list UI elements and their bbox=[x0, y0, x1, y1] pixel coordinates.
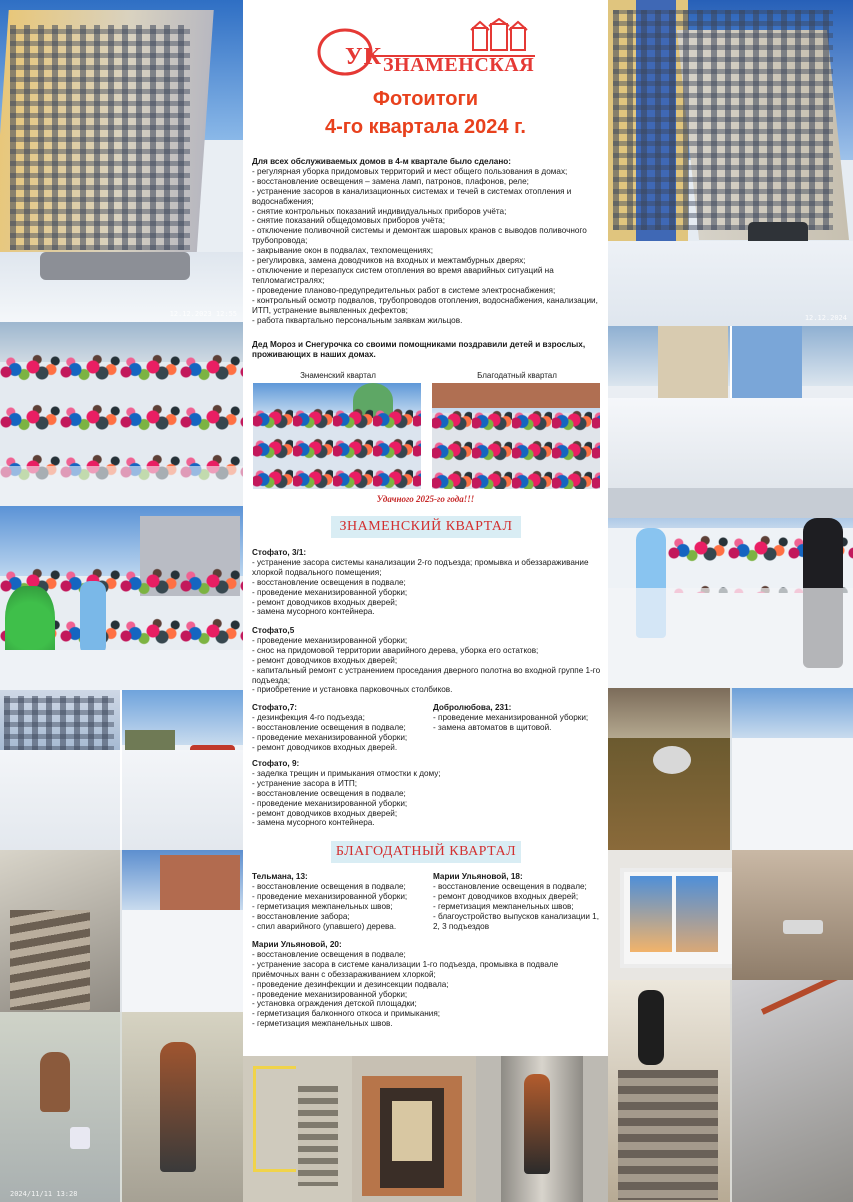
block-dobrolyubova-231 bbox=[433, 703, 605, 733]
block-ulyanovoy-18 bbox=[433, 872, 605, 931]
section-banner-znamensky: ЗНАМЕНСКИЙ КВАРТАЛ bbox=[331, 516, 521, 538]
list-item: - регулировка, замена доводчиков на входных и межтамбурных дверях; bbox=[252, 256, 602, 266]
list-item: - восстановление освещения в подвале; bbox=[252, 578, 602, 588]
list-item: - отключение поливочной системы и демонтаж шаровых кранов с выводов поливочного трубопровода; bbox=[252, 226, 602, 246]
page-title-line2: 4-го квартала 2024 г. bbox=[325, 116, 526, 138]
list-item: - замена мусорного контейнера. bbox=[252, 607, 602, 617]
photo-kids-circle bbox=[608, 488, 853, 688]
photo-group-znamensky bbox=[253, 383, 421, 489]
list-item: - восстановление освещения – замена ламп, патронов, плафонов, реле; bbox=[252, 177, 602, 187]
photo-timestamp: 2024/11/11 13:28 bbox=[10, 1190, 78, 1198]
caption-znamensky: Знаменский квартал bbox=[300, 371, 376, 380]
list-item: - капитальный ремонт с устранением проседания дверного полотна во входной группе 1-го подъезда; bbox=[252, 666, 602, 686]
list-item: - установка ограждения детской площадки; bbox=[252, 999, 602, 1009]
photo-building-yellow bbox=[0, 0, 243, 322]
photo-kids-snow-games bbox=[0, 322, 243, 506]
list-item: - восстановление освещения в подвале; bbox=[252, 950, 602, 960]
address-heading: Добролюбова, 231: bbox=[433, 703, 512, 712]
ded-moroz-text: Дед Мороз и Снегурочка со своими помощниками поздравили детей и взрослых, проживающих в наших домах. bbox=[252, 340, 586, 359]
address-heading: Тельмана, 13: bbox=[252, 872, 308, 881]
address-heading: Стофато,5 bbox=[252, 626, 295, 635]
list-item: - проведение дезинфекции и дезинсекции подвала; bbox=[252, 980, 602, 990]
list-item: - герметизация межпанельных швов; bbox=[433, 902, 605, 912]
block-stofato-7 bbox=[252, 703, 432, 753]
list-item: - восстановление освещения в подвале; bbox=[252, 882, 432, 892]
photo-ramp-lift bbox=[243, 1056, 352, 1202]
logo-uk-text: УК bbox=[345, 44, 383, 70]
address-heading: Стофато, 3/1: bbox=[252, 548, 307, 557]
photo-flowerbed bbox=[608, 688, 853, 850]
logo-company-name: ЗНАМЕНСКАЯ bbox=[383, 54, 535, 76]
list-item: - заделка трещин и примыкания отмостки к дому; bbox=[252, 769, 602, 779]
list-item: - контрольный осмотр подвалов, трубопроводов отопления, водоснабжения, канализации, ИТП, устранение выявленных дефектов; bbox=[252, 296, 602, 316]
list-item: - проведение механизированной уборки; bbox=[252, 636, 602, 646]
list-item: - герметизация балконного откоса и примыкания; bbox=[252, 1009, 602, 1019]
list-item: - восстановление забора; bbox=[252, 912, 432, 922]
list-item: - проведение механизированной уборки; bbox=[252, 892, 432, 902]
list-item: - проведение механизированной уборки; bbox=[433, 713, 605, 723]
address-heading: Марии Ульяновой, 20: bbox=[252, 940, 342, 949]
list-item: - герметизация межпанельных швов; bbox=[252, 902, 432, 912]
block-stofato-5 bbox=[252, 626, 602, 695]
photo-stairs-and-balcony bbox=[608, 980, 853, 1202]
block-stofato-3-1 bbox=[252, 548, 602, 617]
list-item: - благоустройство выпусков канализации 1, 2, 3 подъездов bbox=[433, 912, 605, 932]
block-telmana-13 bbox=[252, 872, 432, 931]
list-item: - устранение засора системы канализации 2-го подъезда; промывка и обеззараживание хлоркой подвального помещения; bbox=[252, 558, 602, 578]
list-item: - проведение механизированной уборки; bbox=[252, 799, 602, 809]
photo-yard-cars bbox=[0, 690, 243, 850]
content-panel bbox=[243, 0, 608, 1056]
list-item: - приобретение и установка парковочных столбиков. bbox=[252, 685, 602, 695]
address-heading: Марии Ульяновой, 18: bbox=[433, 872, 523, 881]
list-item: - ремонт доводчиков входных дверей. bbox=[252, 743, 432, 753]
list-item: - снос на придомовой территории аварийного дерева, уборка его остатков; bbox=[252, 646, 602, 656]
photo-group-blagodatny bbox=[432, 383, 600, 489]
list-item: - спил аварийного (упавшего) дерева. bbox=[252, 922, 432, 932]
list-item: - работа пквартально персональным заявкам жильцов. bbox=[252, 316, 602, 326]
photo-cleaners bbox=[0, 1012, 243, 1202]
list-item: - замена автоматов в щитовой. bbox=[433, 723, 605, 733]
list-item: - ремонт доводчиков входных дверей; bbox=[252, 598, 602, 608]
intro-list bbox=[252, 167, 602, 326]
block-stofato-9 bbox=[252, 759, 602, 828]
list-item: - регулярная уборка придомовых территорий и мест общего пользования в домах; bbox=[252, 167, 602, 177]
list-item: - устранение засора в ИТП; bbox=[252, 779, 602, 789]
photo-window-and-closer bbox=[608, 850, 853, 980]
photo-ded-moroz-round-dance bbox=[0, 506, 243, 690]
photo-elevator-cleaning bbox=[476, 1056, 608, 1202]
intro-block bbox=[252, 157, 602, 325]
photo-timestamp: 12.12.2024 bbox=[804, 314, 847, 322]
list-item: - восстановление освещения в подвале; bbox=[252, 723, 432, 733]
list-item: - устранение засоров в канализационных системах и течей в системах отопления и водоснабжения; bbox=[252, 187, 602, 207]
list-item: - герметизация межпанельных швов. bbox=[252, 1019, 602, 1029]
list-item: - дезинфекция 4-го подъезда; bbox=[252, 713, 432, 723]
photo-building-blue bbox=[608, 0, 853, 326]
section-banner-blagodatny: БЛАГОДАТНЫЙ КВАРТАЛ bbox=[331, 841, 521, 863]
list-item: - устранение засора в системе канализации 1-го подъезда, промывка в подвале приёмочных ванн с обеззараживанием хлоркой; bbox=[252, 960, 602, 980]
list-item: - снятие показаний общедомовых приборов учёта; bbox=[252, 216, 602, 226]
caption-blagodatny: Благодатный квартал bbox=[477, 371, 557, 380]
intro-heading: Для всех обслуживаемых домов в 4-м квартале было сделано: bbox=[252, 157, 512, 166]
photo-stairwell-and-fence bbox=[0, 850, 243, 1012]
list-item: - ремонт доводчиков входных дверей; bbox=[433, 892, 605, 902]
list-item: - закрывание окон в подвалах, техпомещениях; bbox=[252, 246, 602, 256]
list-item: - отключение и перезапуск систем отопления во время аварийных ситуаций на тепломагистралях; bbox=[252, 266, 602, 286]
list-item: - ремонт доводчиков входных дверей; bbox=[252, 656, 602, 666]
page-title-line1: Фотоитоги bbox=[372, 88, 479, 110]
list-item: - проведение планово-предупредительных работ в системе электроснабжения; bbox=[252, 286, 602, 296]
list-item: - проведение механизированной уборки; bbox=[252, 588, 602, 598]
list-item: - восстановление освещения в подвале; bbox=[433, 882, 605, 892]
list-item: - замена мусорного контейнера. bbox=[252, 818, 602, 828]
address-heading: Стофато, 9: bbox=[252, 759, 300, 768]
list-item: - проведение механизированной уборки; bbox=[252, 990, 602, 1000]
list-item: - ремонт доводчиков входных дверей; bbox=[252, 809, 602, 819]
address-heading: Стофато,7: bbox=[252, 703, 297, 712]
photo-timestamp: 12.12.2023 12:55 bbox=[169, 310, 237, 318]
block-ulyanovoy-20 bbox=[252, 940, 602, 1029]
list-item: - восстановление освещения в подвале; bbox=[252, 789, 602, 799]
photo-snow-street bbox=[608, 326, 853, 488]
new-year-greeting: Удачного 2025-го года!!! bbox=[376, 494, 475, 504]
list-item: - снятие контрольных показаний индивидуальных приборов учёта; bbox=[252, 207, 602, 217]
photo-entrance-door bbox=[352, 1056, 476, 1202]
list-item: - проведение механизированной уборки; bbox=[252, 733, 432, 743]
